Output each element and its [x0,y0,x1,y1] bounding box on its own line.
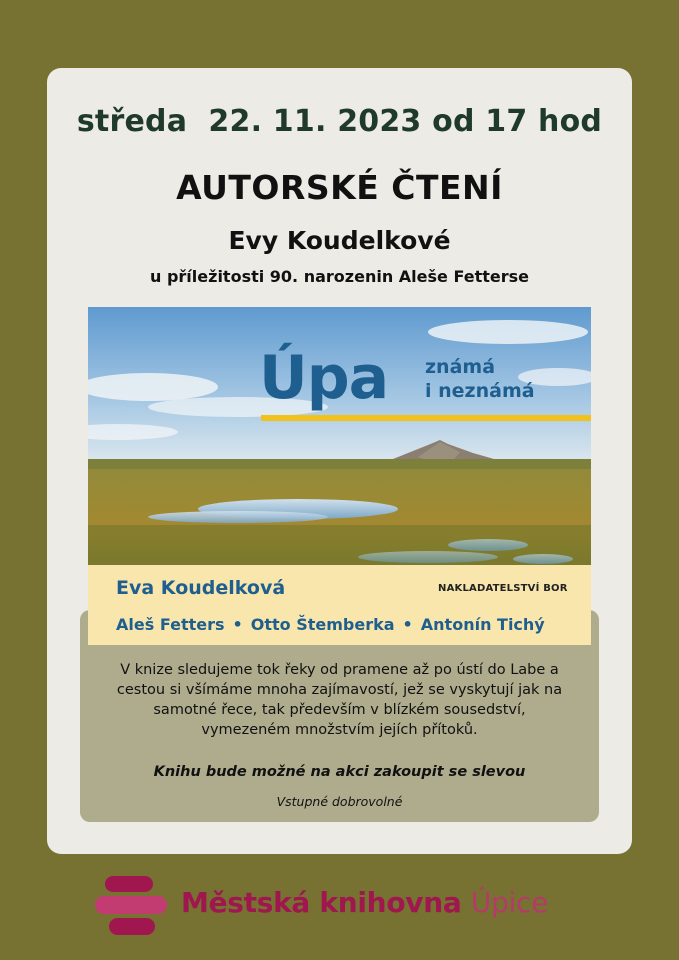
cover-subtitle [425,355,565,403]
coauthor-1: Aleš Fetters [116,615,225,634]
event-occasion: u příležitosti 90. narozenin Aleše Fetterse [150,267,529,286]
cover-subtitle-line-1: známá [425,356,496,378]
cover-author: Eva Koudelková [116,577,286,599]
cover-accent-line [261,415,591,421]
book-description: V knize sledujeme tok řeky od pramene až po ústí do Labe a cestou si všímáme mnoha zajímavostí, jež se vyskytují jak na samotné řece, tak především v blízkém sousedství, vymezeném množstvím jejích přítoků. [116,662,563,738]
cover-title: Úpa [259,343,389,413]
library-name [181,886,548,919]
coauthor-3: Antonín Tichý [420,615,545,634]
book-cover [88,307,591,645]
cover-subtitle-line-2: i neznámá [425,380,535,402]
info-box [80,610,599,822]
sale-note: Knihu bude možné na akci zakoupit se slevou [153,764,526,780]
library-logo-icon [95,874,175,938]
bullet-separator: • [402,615,413,634]
coauthor-2: Otto Štemberka [250,615,395,634]
bullet-separator: • [232,615,243,634]
library-name-main: Městská knihovna [181,886,462,919]
event-title: AUTORSKÉ ČTENÍ [176,168,503,207]
event-author: Evy Koudelkové [228,226,451,255]
event-date: středa 22. 11. 2023 od 17 hod [76,104,603,139]
library-town: Úpice [470,886,549,919]
entry-note: Vstupné dobrovolné [276,794,403,809]
cover-publisher: NAKLADATELSTVÍ BOR [438,583,568,594]
